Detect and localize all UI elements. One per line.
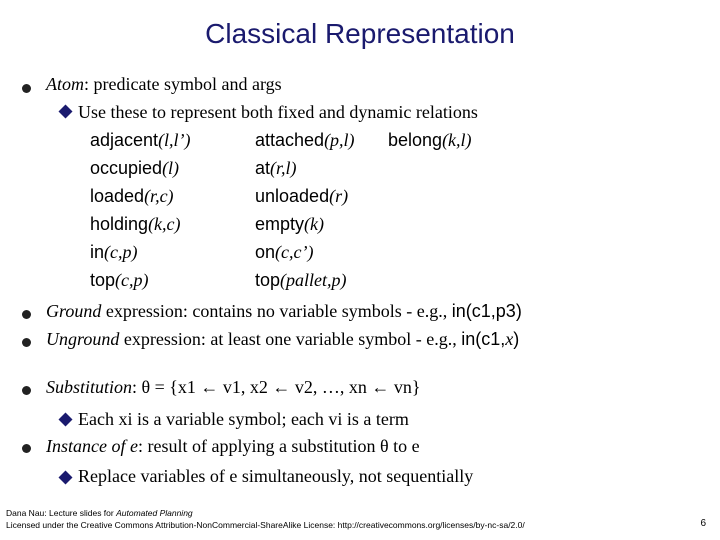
bullet-icon xyxy=(22,338,31,347)
unground-example: in(c1,x) xyxy=(461,329,520,349)
predicate-cell: loaded(r,c) xyxy=(90,186,174,206)
predicate-cell: top(pallet,p) xyxy=(255,270,347,290)
predicate-cell: at(r,l) xyxy=(255,158,297,178)
diamond-bullet-icon xyxy=(58,470,72,484)
footer-license: Licensed under the Creative Commons Attribution-NonCommercial-ShareAlike License: http://creativecommons.org/licenses/by-nc-sa/2.0/ xyxy=(6,520,525,530)
predicate-cell: holding(k,c) xyxy=(90,214,181,234)
bullet-icon xyxy=(22,444,31,453)
atom-definition: : predicate symbol and args xyxy=(84,74,282,94)
page-number: 6 xyxy=(700,518,706,529)
predicate-cell: in(c,p) xyxy=(90,242,138,262)
predicate-cell: on(c,c’) xyxy=(255,242,314,262)
diamond-bullet-icon xyxy=(58,412,72,426)
ground-example: in(c1,p3) xyxy=(451,301,522,321)
slide-title: Classical Representation xyxy=(205,18,515,49)
bullet-icon xyxy=(22,386,31,395)
substitution-subpoint: Each xi is a variable symbol; each vi is a term xyxy=(78,409,409,429)
bullet-unground: Unground expression: at least one variable symbol - e.g., in(c1,x) xyxy=(46,329,520,349)
bullet-instance: Instance of e: result of applying a substitution θ to e xyxy=(46,436,420,456)
bullet-icon xyxy=(22,310,31,319)
predicate-cell: attached(p,l) xyxy=(255,130,355,150)
predicate-cell: empty(k) xyxy=(255,214,325,234)
predicate-cell: unloaded(r) xyxy=(255,186,349,206)
bullet-substitution: Substitution: θ = {x1 ← v1, x2 ← v2, …, xn ← vn} xyxy=(46,377,421,397)
bullet-icon xyxy=(22,84,31,93)
predicate-cell: adjacent(l,l’) xyxy=(90,130,191,150)
predicate-cell: top(c,p) xyxy=(90,270,149,290)
atom-term: Atom xyxy=(46,74,84,94)
bullet-ground: Ground expression: contains no variable symbols - e.g., in(c1,p3) xyxy=(46,301,522,321)
predicate-cell: occupied(l) xyxy=(90,158,180,178)
diamond-bullet-icon xyxy=(58,104,72,118)
footer-credit: Dana Nau: Lecture slides for Automated Planning xyxy=(6,508,193,518)
substitution-formula: : θ = {x1 ← v1, x2 ← v2, …, xn ← vn} xyxy=(132,377,421,397)
bullet-atom xyxy=(46,74,282,95)
atom-subpoint: Use these to represent both fixed and dynamic relations xyxy=(78,102,478,122)
instance-subpoint: Replace variables of e simultaneously, not sequentially xyxy=(78,466,474,486)
predicate-cell: belong(k,l) xyxy=(388,130,472,150)
